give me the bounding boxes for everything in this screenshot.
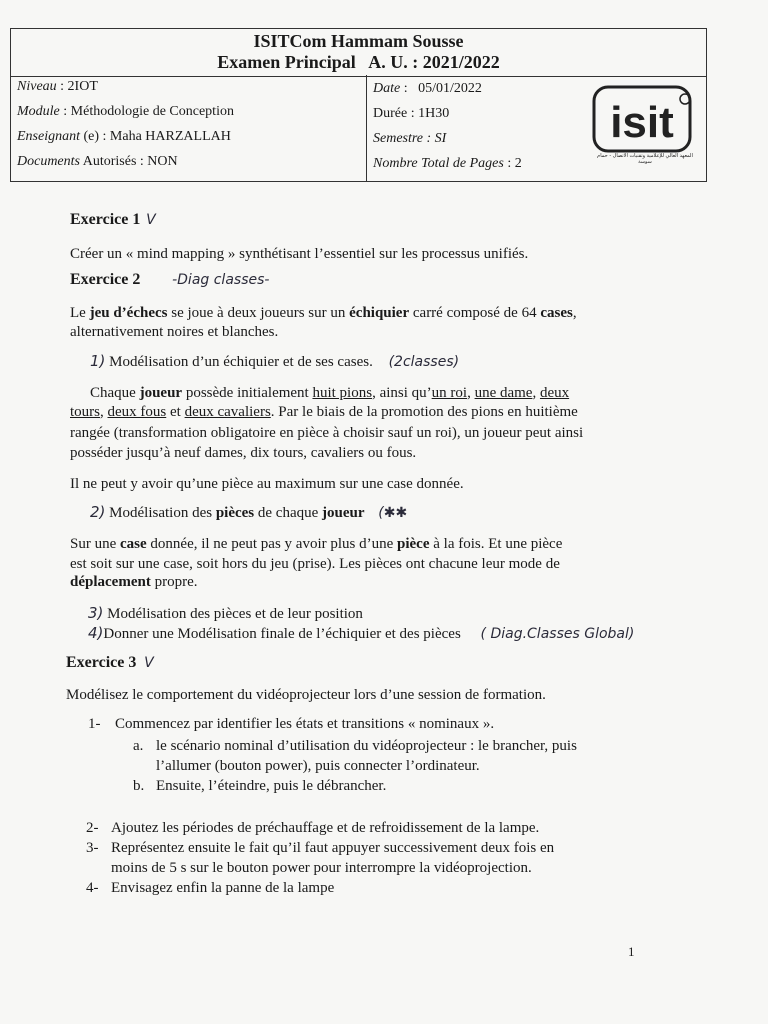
q1-number: 1) — [90, 352, 106, 370]
q2-scribble: (✱✱ — [378, 505, 408, 521]
exercice3-item3-num: 3- — [86, 840, 99, 856]
exercice1-check: V — [146, 212, 156, 228]
exercice2-q4: 4)Donner une Modélisation finale de l’échiquier et des pièces ( Diag.Classes Global) — [88, 624, 635, 642]
exercice3-check: V — [144, 655, 154, 671]
exercice2-para1-line4: posséder jusqu’à neuf dames, dix tours, cavaliers ou fous. — [70, 445, 417, 461]
school-name: ISITCom Hammam Sousse — [253, 31, 464, 51]
duree-row: Durée : 1H30 — [373, 106, 450, 121]
exercice3-item1b: Ensuite, l’éteindre, puis le débrancher. — [156, 778, 387, 794]
info-left — [11, 75, 367, 181]
exercice2-para1-line1: Chaque joueur possède initialement huit pions, ainsi qu’un roi, une dame, deux — [90, 385, 570, 401]
exercice2-para3-line2: est soit sur une case, soit hors du jeu (prise). Les pièces ont chacune leur mode de — [70, 556, 560, 572]
exercice3-item1b-num: b. — [133, 778, 145, 794]
documents-row: Documents Autorisés : NON — [17, 154, 178, 169]
exam-name: Examen Principal A. U. : 2021/2022 — [217, 52, 500, 72]
exercice3-item4-num: 4- — [86, 880, 99, 896]
enseignant-row: Enseignant (e) : Maha HARZALLAH — [17, 129, 231, 144]
exercice3-item1a-line1: le scénario nominal d’utilisation du vidéoprojecteur : le brancher, puis — [156, 738, 577, 754]
exercice1-heading: Exercice 1 V — [70, 211, 156, 228]
exercice2-q1: 1) Modélisation d’un échiquier et de ses cases. (2classes) — [90, 352, 460, 370]
q4-number: 4) — [88, 624, 104, 642]
q3-number: 3) — [88, 604, 104, 622]
exercice2-para1-line3: rangée (transformation obligatoire en pièce à choisir sauf un roi), un joueur peut ainsi — [70, 425, 584, 441]
exercice3-item3-line2: moins de 5 s sur le bouton power pour interrompre la vidéoprojection. — [111, 860, 532, 876]
exercice3-item2-num: 2- — [86, 820, 99, 836]
exercice3-item1a-line2: l’allumer (bouton power), puis connecter l’ordinateur. — [156, 758, 480, 774]
logo-subtitle: المعهد العالي للإعلامية وتقنيات الاتصال - حمام سوسة — [597, 153, 693, 165]
exercice2-para1-line2: tours, deux fous et deux cavaliers. Par le biais de la promotion des pions en huitième — [70, 404, 578, 420]
exercice3-item2: Ajoutez les périodes de préchauffage et de refroidissement de la lampe. — [111, 820, 540, 836]
exercice3-item1-num: 1- — [88, 716, 101, 732]
exercice2-note: -Diag classes- — [172, 272, 270, 288]
q1-note: (2classes) — [388, 354, 460, 370]
pages-row: Nombre Total de Pages : 2 — [373, 156, 522, 171]
semestre-row: Semestre : SI — [373, 131, 447, 146]
exercice2-q2: 2) Modélisation des pièces de chaque joueur (✱✱ — [90, 503, 408, 521]
isit-logo — [590, 55, 700, 170]
exercice1-text: Créer un « mind mapping » synthétisant l’essentiel sur les processus unifiés. — [70, 246, 529, 262]
logo-text: isit — [610, 98, 674, 147]
exercice3-item1: Commencez par identifier les états et transitions « nominaux ». — [115, 716, 495, 732]
exercice2-q3: 3) Modélisation des pièces et de leur position — [88, 604, 363, 622]
exercice2-para2: Il ne peut y avoir qu’une pièce au maximum sur une case donnée. — [70, 476, 464, 492]
date-row: Date : 05/01/2022 — [373, 81, 482, 96]
exercice3-item4: Envisagez enfin la panne de la lampe — [111, 880, 335, 896]
exercice3-item1a-num: a. — [133, 738, 144, 754]
page-number: 1 — [628, 944, 635, 959]
exercice2-para3-line1: Sur une case donnée, il ne peut pas y avoir plus d’une pièce à la fois. Et une pièce — [70, 536, 563, 552]
exercice2-intro: Le jeu d’échecs se joue à deux joueurs sur un échiquier carré composé de 64 cases, — [70, 305, 577, 321]
exercice2-intro-line2: alternativement noires et blanches. — [70, 324, 279, 340]
exercice3-intro: Modélisez le comportement du vidéoprojecteur lors d’une session de formation. — [66, 687, 546, 703]
exercice2-para3-line3: déplacement propre. — [70, 574, 198, 590]
exercice3-item3-line1: Représentez ensuite le fait qu’il faut appuyer successivement deux fois en — [111, 840, 555, 856]
q4-note: ( Diag.Classes Global) — [480, 626, 635, 642]
q2-number: 2) — [90, 503, 106, 521]
module-row: Module : Méthodologie de Conception — [17, 104, 234, 119]
exercice3-heading: Exercice 3 V — [66, 654, 154, 671]
exercice2-heading: Exercice 2 -Diag classes- — [70, 271, 270, 288]
niveau-row: Niveau : 2IOT — [17, 79, 98, 94]
